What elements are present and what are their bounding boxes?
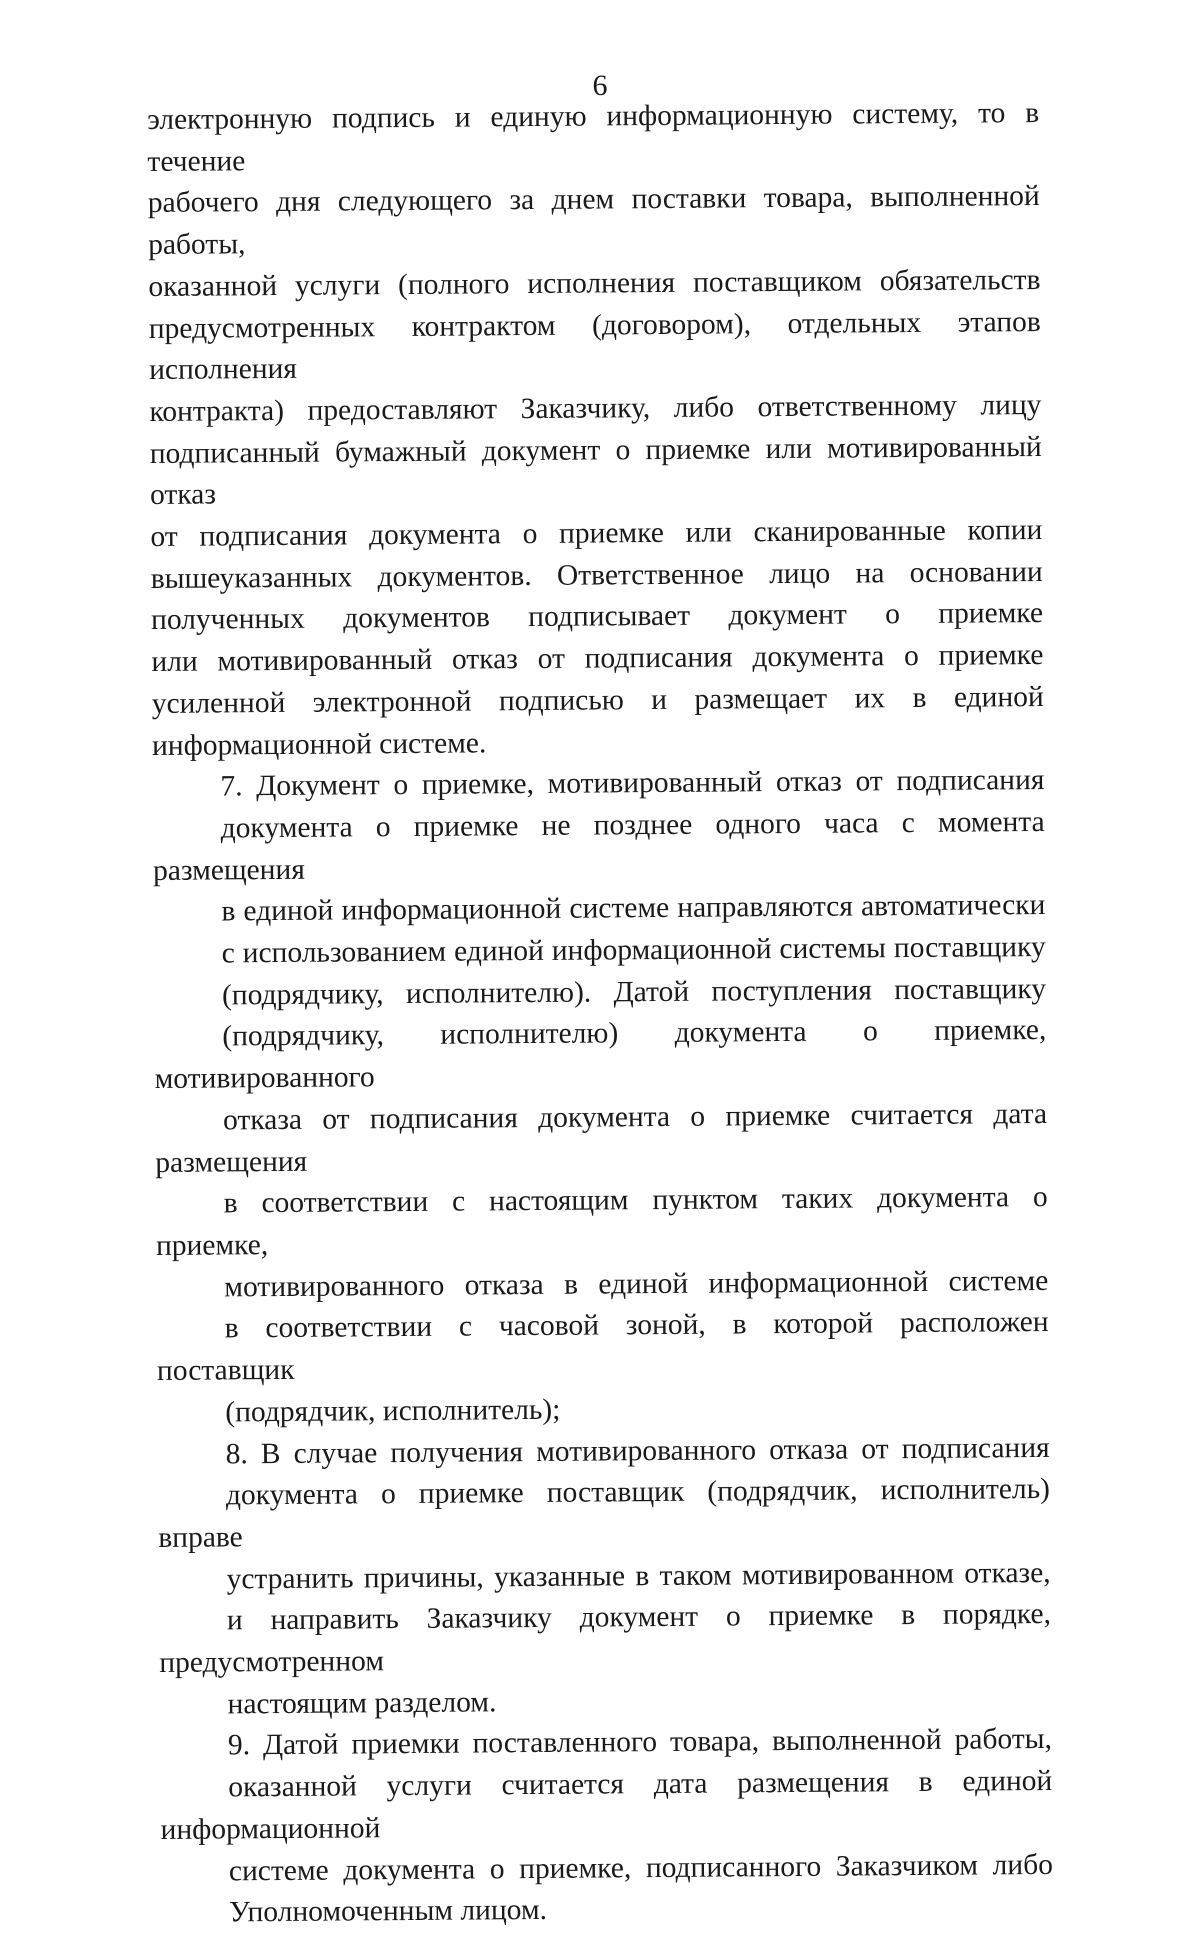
paragraph-continuation: [147, 93, 1044, 767]
text-line: вышеуказанных документов. Ответственное лицо на основании: [150, 555, 1043, 595]
text-line: контракта) предоставляют Заказчику, либо ответственному лицу: [149, 388, 1042, 428]
text-line: предусмотренных контрактом (договором), отдельных этапов исполнения: [148, 305, 1041, 387]
text-line: документа о приемке не позднее одного часа с момента размещения: [152, 805, 1045, 887]
text-line: (подрядчику, исполнителю). Датой поступления поставщику: [221, 972, 1047, 1012]
document-body: [147, 93, 1053, 1935]
text-line: в соответствии с настоящим пунктом таких документа о приемке,: [155, 1181, 1048, 1262]
text-line: Уполномоченным лицом.: [229, 1894, 548, 1929]
text-line: оказанной услуги считается дата размещения в единой информационной: [160, 1765, 1053, 1846]
text-line: документа о приемке поставщик (подрядчик, исполнитель) вправе: [158, 1473, 1051, 1554]
text-line: 9. Датой приемки поставленного товара, выполненной работы,: [227, 1723, 1053, 1762]
text-line: рабочего дня следующего за днем поставки товара, выполненной работы,: [147, 180, 1040, 262]
text-line: в соответствии с часовой зоной, в которой расположен поставщик: [156, 1306, 1049, 1388]
text-line: с использованием единой информационной системы поставщику: [221, 931, 1046, 970]
text-line: (подрядчику, исполнителю) документа о приемке, мотивированного: [154, 1014, 1047, 1096]
text-line: усиленной электронной подписью и размещает их в единой: [151, 680, 1044, 720]
text-line: (подрядчик, исполнитель);: [225, 1393, 561, 1429]
text-line: от подписания документа о приемке или сканированные копии: [150, 514, 1043, 554]
text-line: полученных документов подписывает документ о приемке: [150, 597, 1044, 637]
text-line: устранить причины, указанные в таком мотивированном отказе,: [226, 1556, 1051, 1596]
page-number: 6: [592, 69, 608, 102]
text-line: в единой информационной системе направляются автоматически: [221, 889, 1046, 928]
paragraph-item-8: [157, 1427, 1051, 1726]
text-line: системе документа о приемке, подписанного Заказчиком либо: [228, 1848, 1054, 1887]
paragraph-item-7: [152, 760, 1049, 1434]
text-line: или мотивированный отказ от подписания документа о приемке: [151, 639, 1044, 679]
text-line: отказа от подписания документа о приемке считается дата размещения: [155, 1097, 1048, 1179]
text-line: и направить Заказчику документ о приемке в порядке, предусмотренном: [159, 1598, 1052, 1679]
text-line: информационной системе.: [151, 726, 487, 762]
text-line: мотивированного отказа в единой информационной системе: [224, 1264, 1049, 1304]
text-line: подписанный бумажный документ о приемке или мотивированный отказ: [149, 430, 1042, 512]
paragraph-item-9: [160, 1719, 1054, 1935]
text-line: электронную подпись и единую информационную систему, то в течение: [147, 96, 1040, 178]
text-line: 8. В случае получения мотивированного отказа от подписания: [225, 1431, 1050, 1470]
text-line: оказанной услуги (полного исполнения поставщиком обязательств: [148, 263, 1041, 303]
text-line: настоящим разделом.: [227, 1686, 497, 1721]
text-line: 7. Документ о приемке, мотивированный отказ от подписания: [220, 764, 1045, 803]
